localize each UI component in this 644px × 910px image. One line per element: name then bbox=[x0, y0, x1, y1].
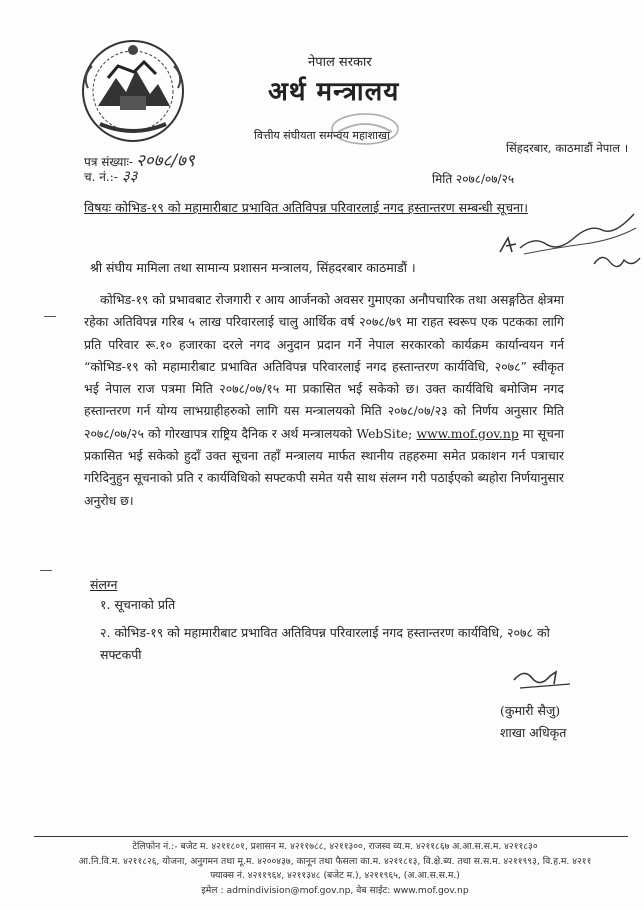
footer-contact-info bbox=[30, 840, 640, 898]
footer-telephone-2: आ.नि.वि.म. ४२११८२६, योजना, अनुगमन तथा मू.म. ४२००४३७, कानून तथा फैसला का.म. ४२११८१३, वि.क्षे.ब्य. तथा स.स.म. ४२११९९३, वि.ह.म. ४२११ bbox=[78, 855, 592, 867]
dispatch-number-value: ३३ bbox=[121, 167, 138, 185]
dispatch-number-label: च. नं.:- bbox=[84, 170, 118, 184]
dispatch-number bbox=[84, 166, 137, 186]
official-stamp-icon bbox=[330, 112, 400, 146]
enclosure-item: १. सूचनाको प्रति bbox=[100, 597, 176, 612]
signatory-title: शाखा अधिकृत bbox=[500, 725, 567, 740]
nepal-government-emblem-icon bbox=[78, 36, 188, 146]
signatory-name: (कुमारी सैजु) bbox=[500, 703, 561, 718]
letter-subject: विषयः कोभिड-१९ को महामारीबाट प्रभावित अतिविपन्न परिवारलाई नगद हस्तान्तरण सम्बन्धी सूचना। bbox=[84, 200, 528, 215]
margin-mark bbox=[44, 316, 56, 317]
footer-fax: फ्याक्स नं. ४२११९६४, ४२११३४८ (बजेट म.), ४२११९६५, (अ.आ.स.स.म.) bbox=[210, 870, 460, 881]
government-name: नेपाल सरकार bbox=[308, 55, 372, 70]
handwritten-note-icon bbox=[494, 208, 644, 274]
body-text-part2: मा सूचना प्रकासित भई सकेको हुदाँ उक्त सूचना तहाँ मन्त्रालय मार्फत स्थानीय तहहरुमा समेत प्रकाशन गर्न पत्राचार गरिदिनुहुन सूचनाको प्रति र कार्यविधिको सफ्टकपी समेत यसै साथ संलग्न गरी पठाईएको ब्यहोरा निर्णयानुसार अनुरोध छ। bbox=[84, 425, 564, 508]
enclosures-list bbox=[100, 594, 570, 672]
letter-body bbox=[84, 289, 564, 512]
enclosures-heading: संलग्न bbox=[90, 577, 118, 592]
footer-email-website: इमेल : admindivision@mof.gov.np, वेब साईट: www.mof.gov.np bbox=[201, 884, 469, 896]
letter-number-label: पत्र संख्याः- bbox=[84, 155, 133, 169]
ministry-name: अर्थ मन्त्रालय bbox=[268, 77, 400, 107]
office-address: सिंहदरबार, काठमाडौं नेपाल । bbox=[506, 141, 629, 155]
footer-telephone: टेलिफोन नं.:- बजेट म. ४२११८०१, प्रशासन म. ४२११७८८, ४२११३००, राजस्व व्य.म. ४२११८६७ अ.आ.स.स.म. ४२११८३० bbox=[132, 841, 538, 852]
signature-icon bbox=[510, 662, 590, 692]
letter-number-value: २०७८/७९ bbox=[135, 151, 195, 171]
mof-website-link[interactable]: www.mof.gov.np bbox=[416, 425, 519, 441]
addressee: श्री संघीय मामिला तथा सामान्य प्रशासन मन्त्रालय, सिंहदरबार काठमाडौं । bbox=[90, 260, 416, 275]
enclosure-item: २. कोभिड-१९ को महामारीबाट प्रभावित अतिविपन्न परिवारलाई नगद हस्तान्तरण कार्यविधि, २०७८ को सफ्टकपी bbox=[100, 625, 550, 662]
margin-mark bbox=[40, 570, 52, 571]
letter-date: मिति २०७८/०७/२५ bbox=[432, 172, 515, 186]
body-text-part1: कोभिड-१९ को प्रभावबाट रोजगारी र आय आर्जनको अवसर गुमाएका अनौपचारिक तथा असङ्गठित क्षेत्रमा रहेका अतिविपन्न गरिब ५ लाख परिवारलाई चालु आर्थिक वर्ष २०७८/७९ मा राहत स्वरूप एक पटकका लागि प्रति परिवार रू.१० हजारका दरले नगद अनुदान प्रदान गर्ने नेपाल सरकारको कार्यक्रम कार्यान्वयन गर्न “कोभिड-१९ को महामारीबाट प्रभावित अतिविपन्न परिवारलाई नगद हस्तान्तरण कार्यविधि, २०७८” स्वीकृत भई नेपाल राज पत्रमा मिति २०७८/०७/१५ मा प्रकासित भई सकेको छ। उक्त कार्यविधि बमोजिम नगद हस्तान्तरण गर्न योग्य लाभग्राहीहरुको लागि यस मन्त्रालयको मिति २०७८/०७/२३ को निर्णय अनुसार मिति २०७८/०७/२५ को गोरखापत्र राष्ट्रिय दैनिक र अर्थ मन्त्रालयको WebSite; bbox=[84, 292, 564, 441]
division-name: वित्तीय संघीयता समन्वय महाशाखा bbox=[254, 129, 390, 142]
footer-divider bbox=[34, 836, 628, 837]
